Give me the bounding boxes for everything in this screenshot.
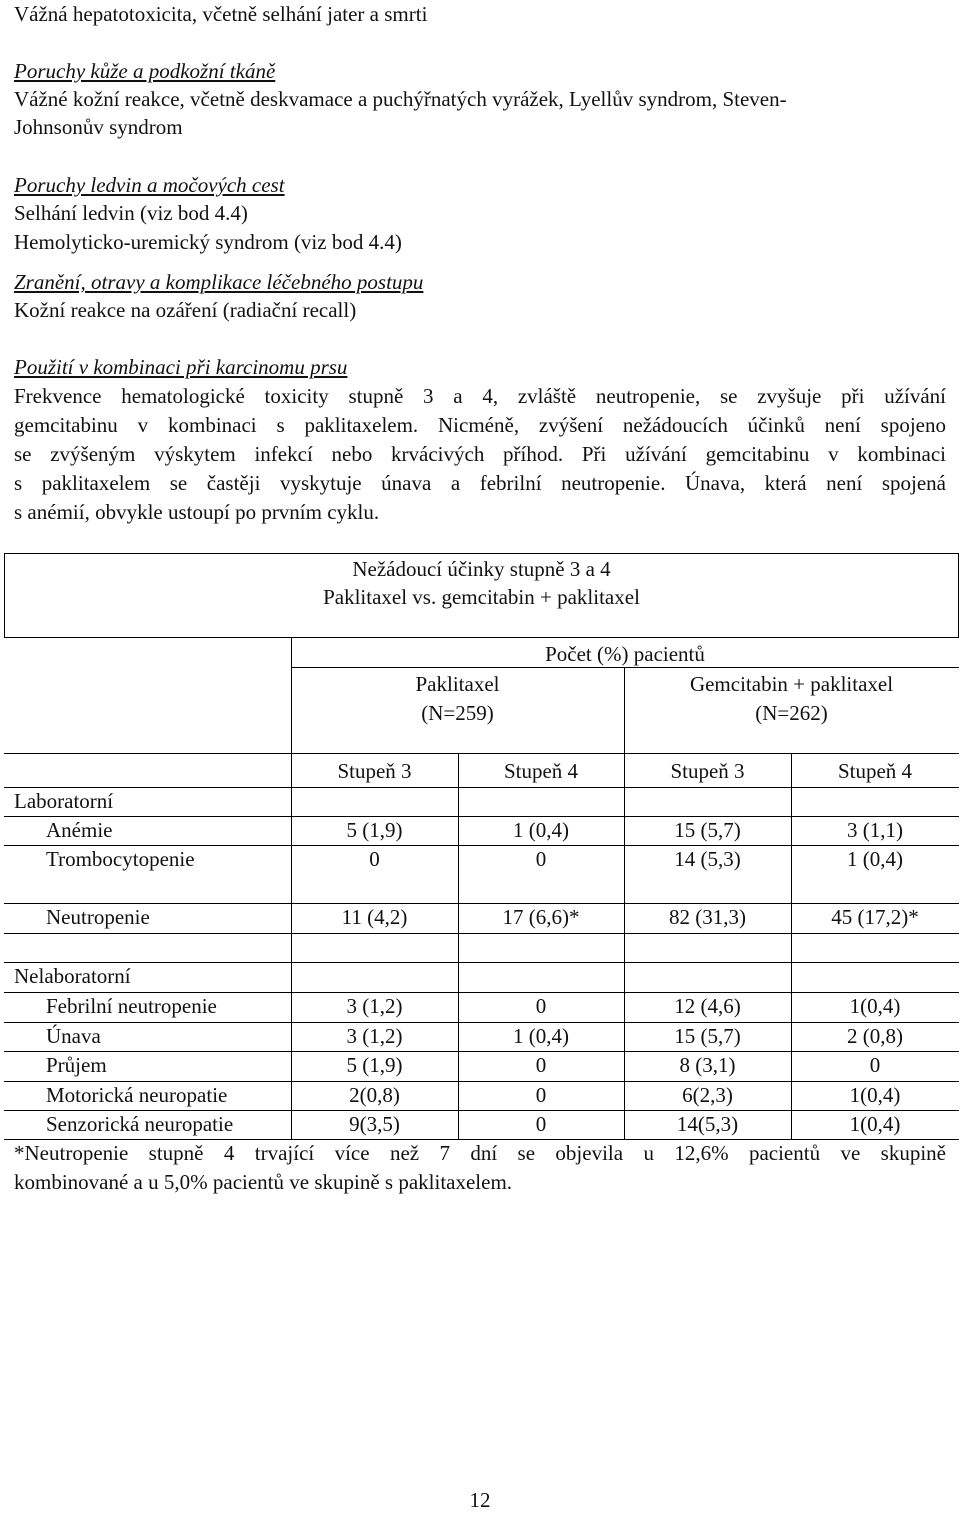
row-value: 3 (1,2) bbox=[346, 994, 403, 1018]
row-value: 2(0,8) bbox=[349, 1083, 400, 1107]
paragraph-line: Frekvence hematologické toxicity stupně 3 a 4, zvláště neutropenie, se zvyšuje při užívání bbox=[14, 384, 946, 408]
patients-header: Počet (%) pacientů bbox=[545, 642, 705, 666]
section-heading-skin: Poruchy kůže a podkožní tkáně bbox=[14, 59, 276, 83]
row-value: 45 (17,2)* bbox=[831, 905, 919, 929]
paragraph-line: se zvýšeným výskytem infekcí nebo krvácivých příhod. Při užívání gemcitabinu v kombinaci bbox=[14, 442, 946, 466]
intro-line: Vážná hepatotoxicita, včetně selhání jater a smrti bbox=[14, 2, 428, 26]
row-value: 8 (3,1) bbox=[679, 1053, 736, 1077]
grade-header: Stupeň 4 bbox=[837, 759, 913, 783]
section-line: Kožní reakce na ozáření (radiační recall) bbox=[14, 298, 357, 322]
section-heading-combo: Použití v kombinaci při karcinomu prsu bbox=[14, 355, 348, 379]
row-name: Únava bbox=[46, 1024, 101, 1048]
row-value: 0 bbox=[369, 847, 380, 871]
row-value: 0 bbox=[535, 1053, 547, 1077]
row-value: 12 (4,6) bbox=[674, 994, 741, 1018]
grade-header: Stupeň 4 bbox=[503, 759, 579, 783]
row-value: 1(0,4) bbox=[849, 1112, 901, 1136]
row-value: 1(0,4) bbox=[849, 1083, 901, 1107]
row-value: 11 (4,2) bbox=[341, 905, 408, 929]
row-value: 5 (1,9) bbox=[346, 1053, 403, 1077]
row-value: 0 bbox=[535, 1112, 547, 1136]
paragraph-line: s paklitaxelem se častěji vyskytuje únava a febrilní neutropenie. Únava, která není spojená bbox=[14, 471, 946, 495]
section-line: Johnsonův syndrom bbox=[14, 115, 183, 139]
lab-category-label: Laboratorní bbox=[14, 789, 114, 813]
row-value: 1 (0,4) bbox=[847, 847, 903, 871]
row-value: 2 (0,8) bbox=[847, 1024, 903, 1048]
nonlab-category-label: Nelaboratorní bbox=[14, 964, 131, 988]
row-name: Anémie bbox=[46, 818, 113, 842]
section-heading-injury: Zranění, otravy a komplikace léčebného postupu bbox=[14, 270, 424, 294]
row-name: Senzorická neuropatie bbox=[46, 1112, 234, 1136]
section-line: Selhání ledvin (viz bod 4.4) bbox=[14, 201, 248, 225]
section-line: Vážné kožní reakce, včetně deskvamace a puchýřnatých vyrážek, Lyellův syndrom, Steven- bbox=[14, 87, 787, 111]
footnote-line: *Neutropenie stupně 4 trvající více než 7 dní se objevila u 12,6% pacientů ve skupině bbox=[14, 1141, 946, 1165]
row-value: 14(5,3) bbox=[676, 1112, 739, 1136]
row-name: Průjem bbox=[46, 1053, 107, 1077]
group1-name: Paklitaxel bbox=[415, 672, 500, 696]
row-value: 15 (5,7) bbox=[674, 1024, 741, 1048]
row-value: 15 (5,7) bbox=[674, 818, 741, 842]
group2-n: (N=262) bbox=[755, 701, 828, 725]
row-value: 17 (6,6)* bbox=[502, 905, 580, 929]
group2-name: Gemcitabin + paklitaxel bbox=[689, 672, 894, 696]
row-value: 3 (1,1) bbox=[847, 818, 903, 842]
row-name: Motorická neuropatie bbox=[46, 1083, 228, 1107]
row-value: 1 (0,4) bbox=[513, 818, 569, 842]
row-name: Trombocytopenie bbox=[46, 847, 195, 871]
row-value: 9(3,5) bbox=[349, 1112, 400, 1136]
page-number: 12 bbox=[469, 1488, 491, 1512]
row-value: 1(0,4) bbox=[849, 994, 901, 1018]
row-name: Febrilní neutropenie bbox=[46, 994, 217, 1018]
row-value: 0 bbox=[535, 847, 547, 871]
row-value: 14 (5,3) bbox=[674, 847, 741, 871]
row-value: 1 (0,4) bbox=[513, 1024, 569, 1048]
grade-header: Stupeň 3 bbox=[670, 759, 745, 783]
row-value: 5 (1,9) bbox=[346, 818, 403, 842]
paragraph-line: s anémií, obvykle ustoupí po prvním cyklu. bbox=[14, 500, 380, 524]
group1-n: (N=259) bbox=[421, 701, 494, 725]
table-title-line2: Paklitaxel vs. gemcitabin + paklitaxel bbox=[323, 585, 640, 609]
adverse-events-table bbox=[4, 553, 959, 1140]
table-title-line1: Nežádoucí účinky stupně 3 a 4 bbox=[352, 557, 611, 581]
grade-header: Stupeň 3 bbox=[337, 759, 412, 783]
paragraph-line: gemcitabinu v kombinaci s paklitaxelem. Nicméně, zvýšení nežádoucích účinků není spojeno bbox=[14, 413, 946, 437]
row-value: 0 bbox=[869, 1053, 881, 1077]
row-name: Neutropenie bbox=[46, 905, 150, 929]
row-value: 0 bbox=[535, 1083, 547, 1107]
section-heading-kidney: Poruchy ledvin a močových cest bbox=[14, 173, 285, 197]
row-value: 82 (31,3) bbox=[669, 905, 746, 929]
row-value: 0 bbox=[535, 994, 547, 1018]
footnote-line: kombinované a u 5,0% pacientů ve skupině s paklitaxelem. bbox=[14, 1170, 513, 1194]
row-value: 3 (1,2) bbox=[346, 1024, 403, 1048]
section-line: Hemolyticko-uremický syndrom (viz bod 4.4) bbox=[14, 230, 402, 254]
row-value: 6(2,3) bbox=[682, 1083, 733, 1107]
